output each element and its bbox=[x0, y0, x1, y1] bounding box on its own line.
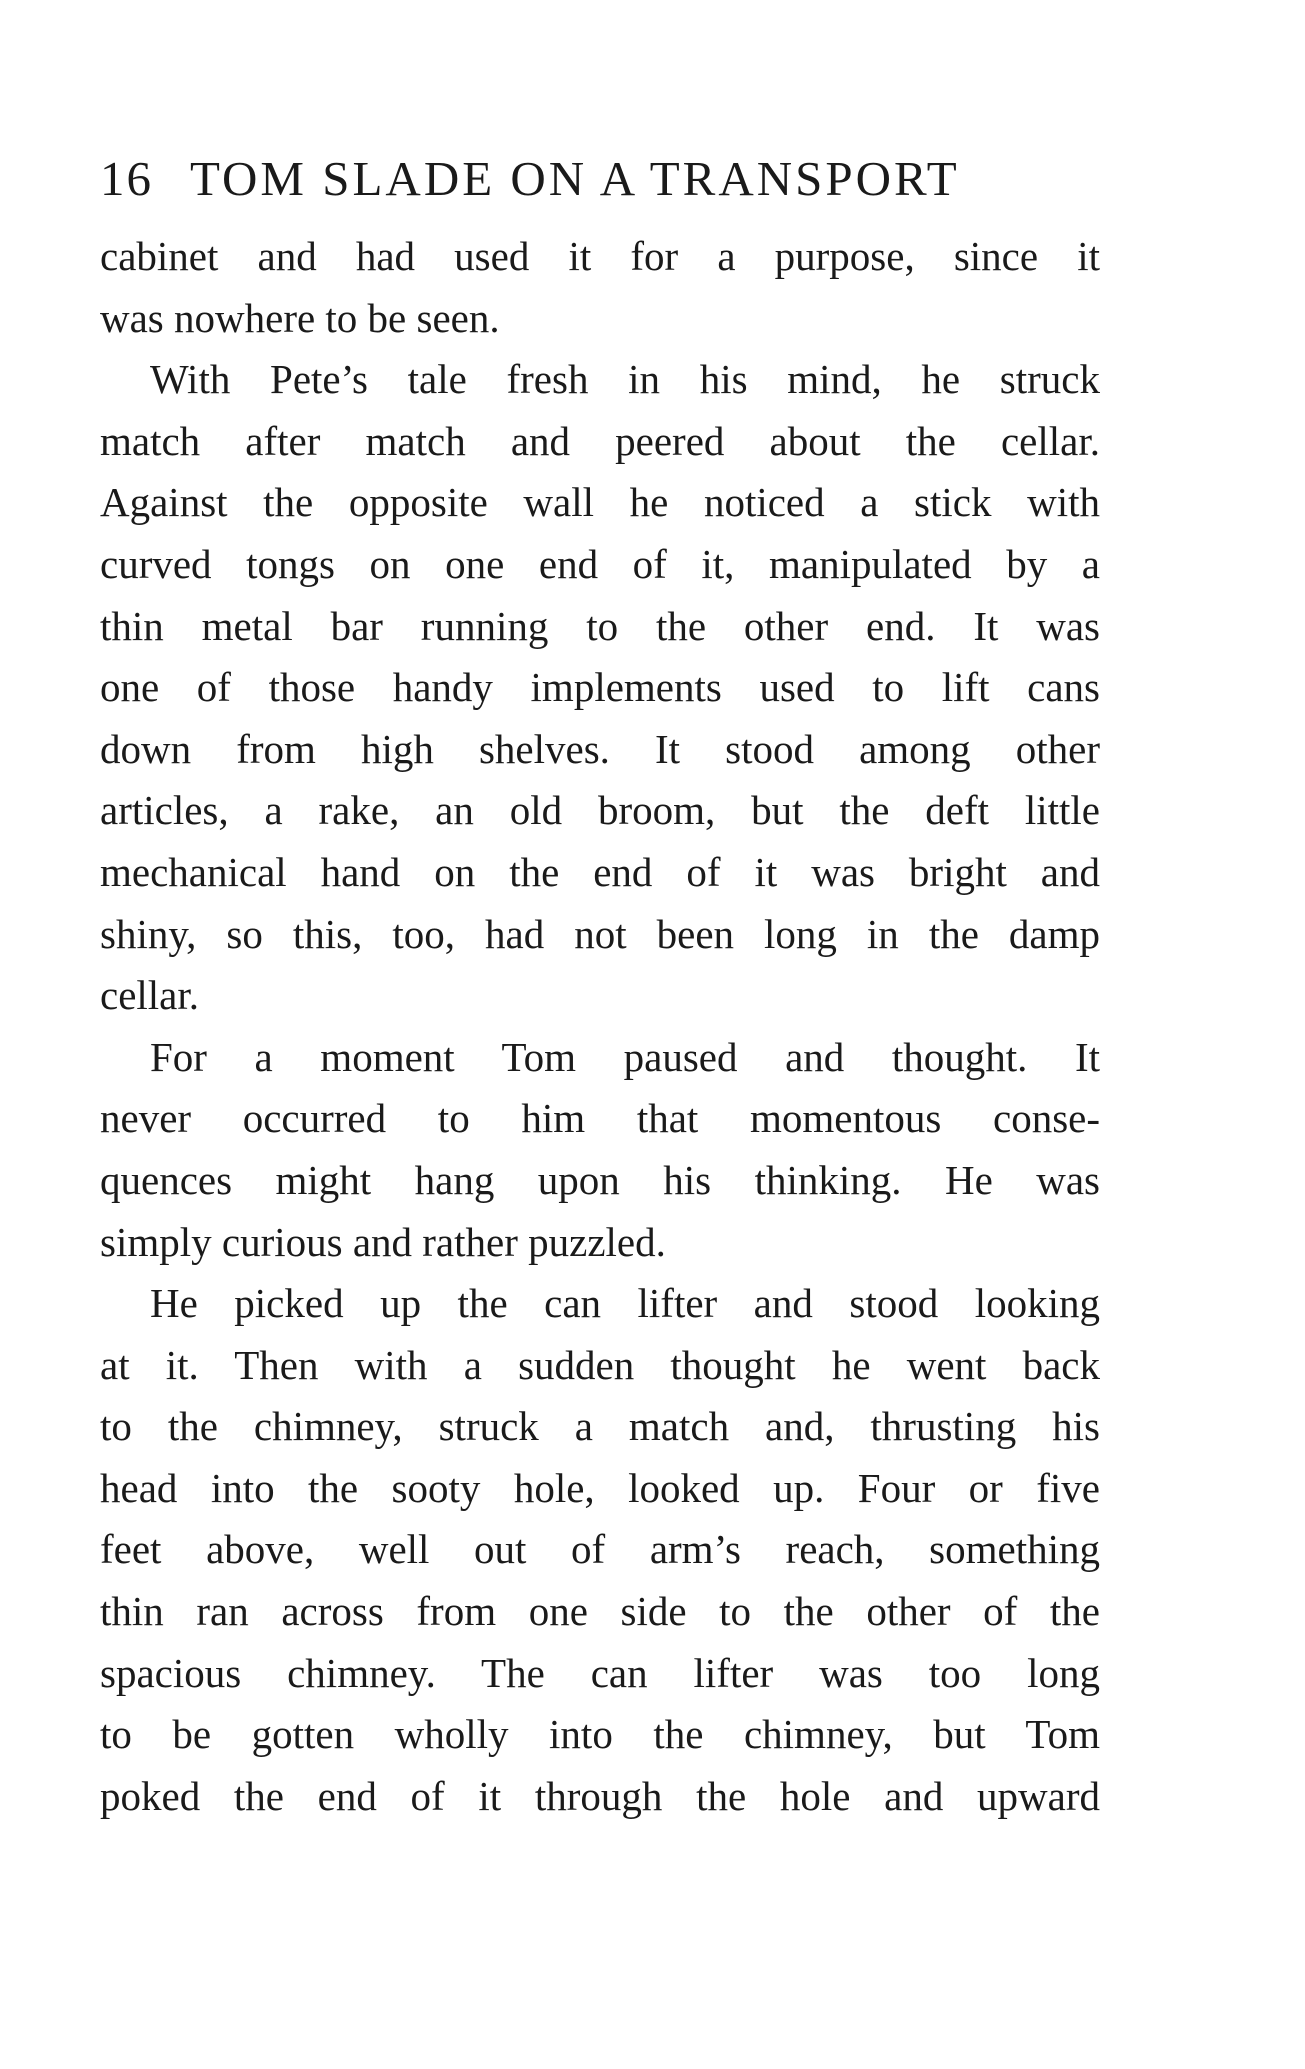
text-line: was nowhere to be seen. bbox=[100, 294, 500, 341]
text-line: thin metal bar running to the other end. It was bbox=[100, 602, 1100, 649]
book-page bbox=[100, 150, 1100, 1827]
text-line: simply curious and rather puzzled. bbox=[100, 1218, 666, 1265]
text-line: shiny, so this, too, had not been long in the damp bbox=[100, 910, 1100, 957]
text-line: curved tongs on one end of it, manipulated by a bbox=[100, 540, 1100, 587]
text-line: head into the sooty hole, looked up. Four or five bbox=[100, 1464, 1100, 1511]
text-line: Against the opposite wall he noticed a stick with bbox=[100, 479, 1100, 526]
text-line: cabinet and had used it for a purpose, since it bbox=[100, 233, 1100, 279]
text-line: match after match and peered about the cellar. bbox=[100, 417, 1100, 464]
text-line: mechanical hand on the end of it was bright and bbox=[100, 848, 1100, 895]
running-head bbox=[100, 150, 1100, 220]
body-text bbox=[100, 226, 1100, 1827]
text-line: With Pete’s tale fresh in his mind, he struck bbox=[150, 356, 1100, 403]
text-line: to be gotten wholly into the chimney, but Tom bbox=[100, 1711, 1100, 1758]
text-line: poked the end of it through the hole and upward bbox=[100, 1772, 1100, 1819]
text-line: spacious chimney. The can lifter was too long bbox=[100, 1649, 1100, 1696]
text-line: thin ran across from one side to the other of the bbox=[100, 1588, 1100, 1635]
running-title: TOM SLADE ON A TRANSPORT bbox=[190, 151, 960, 206]
text-line: For a moment Tom paused and thought. It bbox=[150, 1033, 1100, 1080]
page-number: 16 bbox=[100, 151, 153, 206]
text-line: quences might hang upon his thinking. He was bbox=[100, 1156, 1100, 1203]
text-line: cellar. bbox=[100, 972, 200, 1019]
text-line: feet above, well out of arm’s reach, something bbox=[100, 1526, 1100, 1573]
text-line: to the chimney, struck a match and, thrusting his bbox=[100, 1403, 1100, 1450]
text-line: at it. Then with a sudden thought he went back bbox=[100, 1341, 1100, 1388]
text-line: He picked up the can lifter and stood looking bbox=[150, 1280, 1100, 1327]
text-line: articles, a rake, an old broom, but the deft little bbox=[100, 787, 1100, 834]
text-line: down from high shelves. It stood among other bbox=[100, 725, 1100, 772]
text-line: never occurred to him that momentous conse- bbox=[100, 1095, 1100, 1142]
text-line: one of those handy implements used to lift cans bbox=[100, 664, 1100, 711]
